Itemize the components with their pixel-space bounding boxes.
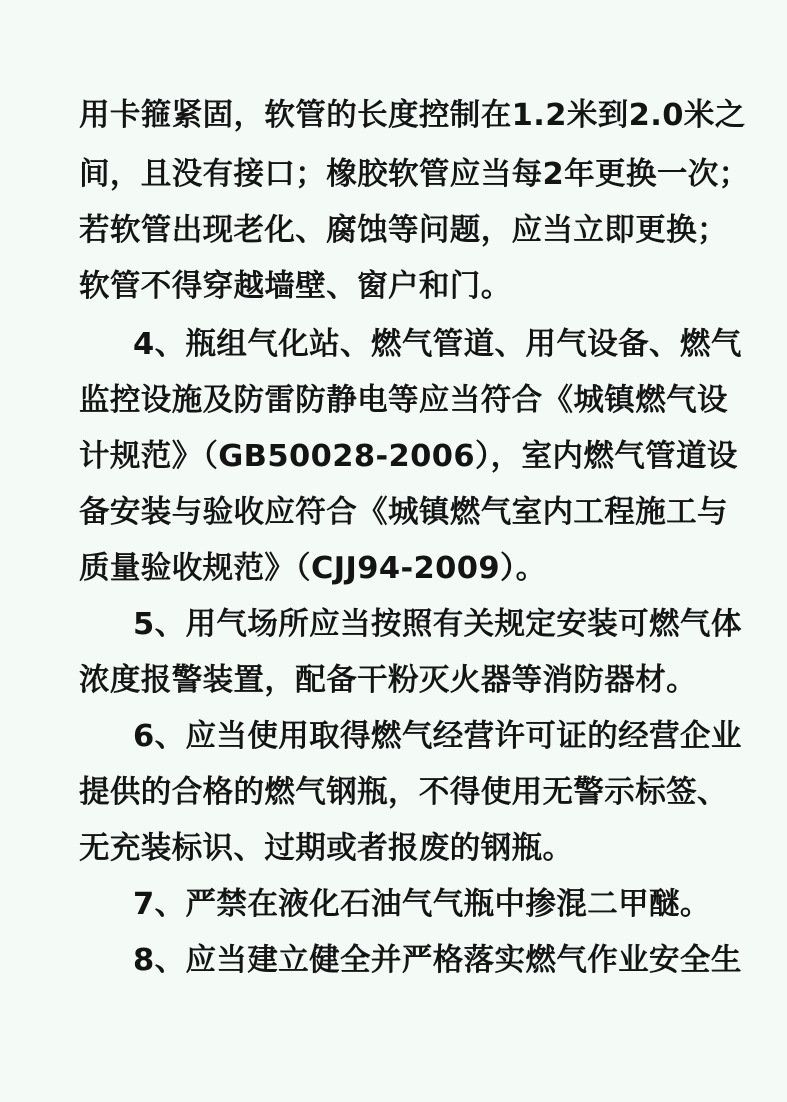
text-line: 若软管出现老化、腐蚀等问题，应当立即更换；: [79, 213, 728, 248]
paragraph-6-first-line: 6、应当使用取得燃气经营许可证的经营企业: [133, 719, 742, 754]
text-line: 无充装标识、过期或者报废的钢瓶。: [79, 831, 574, 866]
paragraph-7-first-line: 7、严禁在液化石油气气瓶中掺混二甲醚。: [133, 887, 711, 922]
paragraph-8-first-line: 8、应当建立健全并严格落实燃气作业安全生: [133, 943, 742, 978]
text-line: 备安装与验收应符合《城镇燃气室内工程施工与: [79, 495, 728, 530]
text-line: 浓度报警装置，配备干粉灭火器等消防器材。: [79, 663, 697, 698]
paragraph-5-first-line: 5、用气场所应当按照有关规定安装可燃气体: [133, 607, 742, 642]
text-line: 监控设施及防雷防静电等应当符合《城镇燃气设: [79, 383, 728, 418]
text-line: 提供的合格的燃气钢瓶，不得使用无警示标签、: [79, 775, 728, 810]
text-line: 间，且没有接口；橡胶软管应当每2年更换一次；: [79, 157, 750, 192]
paragraph-4-first-line: 4、瓶组气化站、燃气管道、用气设备、燃气: [133, 327, 742, 362]
text-line: 用卡箍紧固，软管的长度控制在1.2米到2.0米之: [79, 98, 746, 133]
text-line: 质量验收规范》（CJJ94-2009）。: [79, 551, 547, 586]
text-line: 计规范》（GB50028-2006），室内燃气管道设: [79, 439, 738, 474]
text-line: 软管不得穿越墙壁、窗户和门。: [79, 269, 512, 304]
